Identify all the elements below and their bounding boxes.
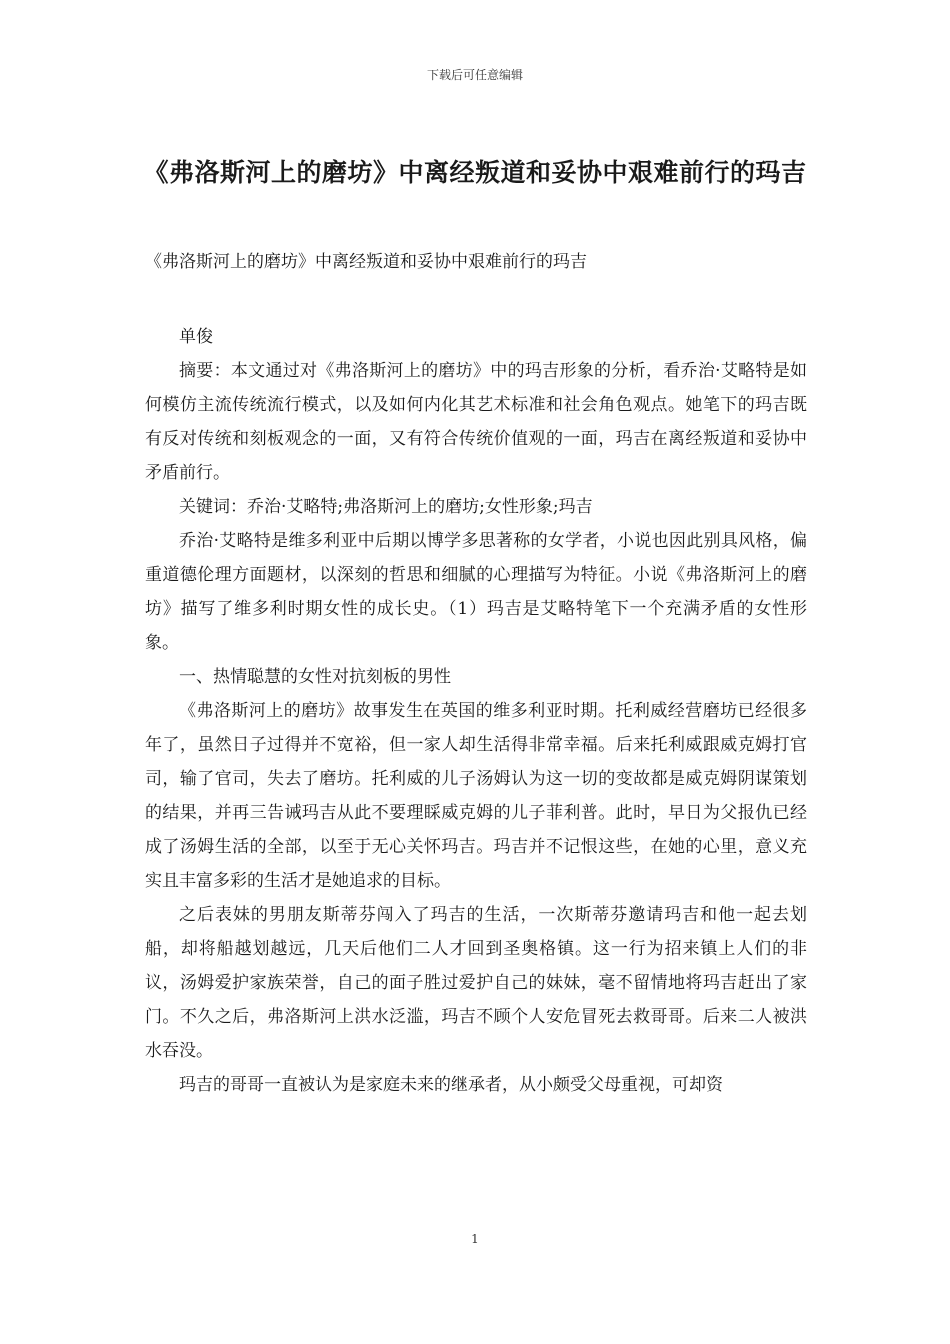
keywords-paragraph: 关键词：乔治·艾略特;弗洛斯河上的磨坊;女性形象;玛吉 — [179, 497, 593, 517]
abstract-paragraph: 摘要：本文通过对《弗洛斯河上的磨坊》中的玛吉形象的分析，看乔治·艾略特是如何模仿主流传统流行模式，以及如何内化其艺术标准和社会角色观点。她笔下的玛吉既有反对传统和刻板观念的一面，又有符合传统价值观的一面，玛吉在离经叛道和妥协中矛盾前行。 — [145, 361, 807, 483]
body-paragraph: 《弗洛斯河上的磨坊》故事发生在英国的维多利亚时期。托利威经营磨坊已经很多年了，虽然日子过得并不宽裕，但一家人却生活得非常幸福。后来托利威跟威克姆打官司，输了官司，失去了磨坊。托利威的儿子汤姆认为这一切的变故都是威克姆阴谋策划的结果，并再三告诫玛吉从此不要理睬威克姆的儿子菲利普。此时，早日为父报仇已经成了汤姆生活的全部，以至于无心关怀玛吉。玛吉并不记恨这些，在她的心里，意义充实且丰富多彩的生活才是她追求的目标。 — [145, 701, 807, 891]
body-paragraph: 乔治·艾略特是维多利亚中后期以博学多思著称的女学者，小说也因此别具风格，偏重道德伦理方面题材，以深刻的哲思和细腻的心理描写为特征。小说《弗洛斯河上的磨坊》描写了维多利时期女性的成长史。（1）玛吉是艾略特笔下一个充满矛盾的女性形象。 — [145, 531, 807, 653]
section-heading: 一、热情聪慧的女性对抗刻板的男性 — [179, 667, 451, 687]
body-paragraph: 玛吉的哥哥一直被认为是家庭未来的继承者，从小颇受父母重视，可却资 — [179, 1075, 723, 1095]
document-title: 《弗洛斯河上的磨坊》中离经叛道和妥协中艰难前行的玛吉 — [143, 158, 807, 187]
author-name: 单俊 — [179, 327, 213, 347]
body-paragraph: 之后表妹的男朋友斯蒂芬闯入了玛吉的生活，一次斯蒂芬邀请玛吉和他一起去划船，却将船越划越远，几天后他们二人才回到圣奥格镇。这一行为招来镇上人们的非议，汤姆爱护家族荣誉，自己的面子胜过爱护自己的妹妹，毫不留情地将玛吉赶出了家门。不久之后，弗洛斯河上洪水泛滥，玛吉不顾个人安危冒死去救哥哥。后来二人被洪水吞没。 — [145, 905, 807, 1061]
page-header-note: 下载后可任意编辑 — [426, 68, 523, 82]
page-number: 1 — [471, 1232, 479, 1246]
document-subtitle: 《弗洛斯河上的磨坊》中离经叛道和妥协中艰难前行的玛吉 — [145, 252, 587, 272]
document-body — [145, 320, 807, 1102]
